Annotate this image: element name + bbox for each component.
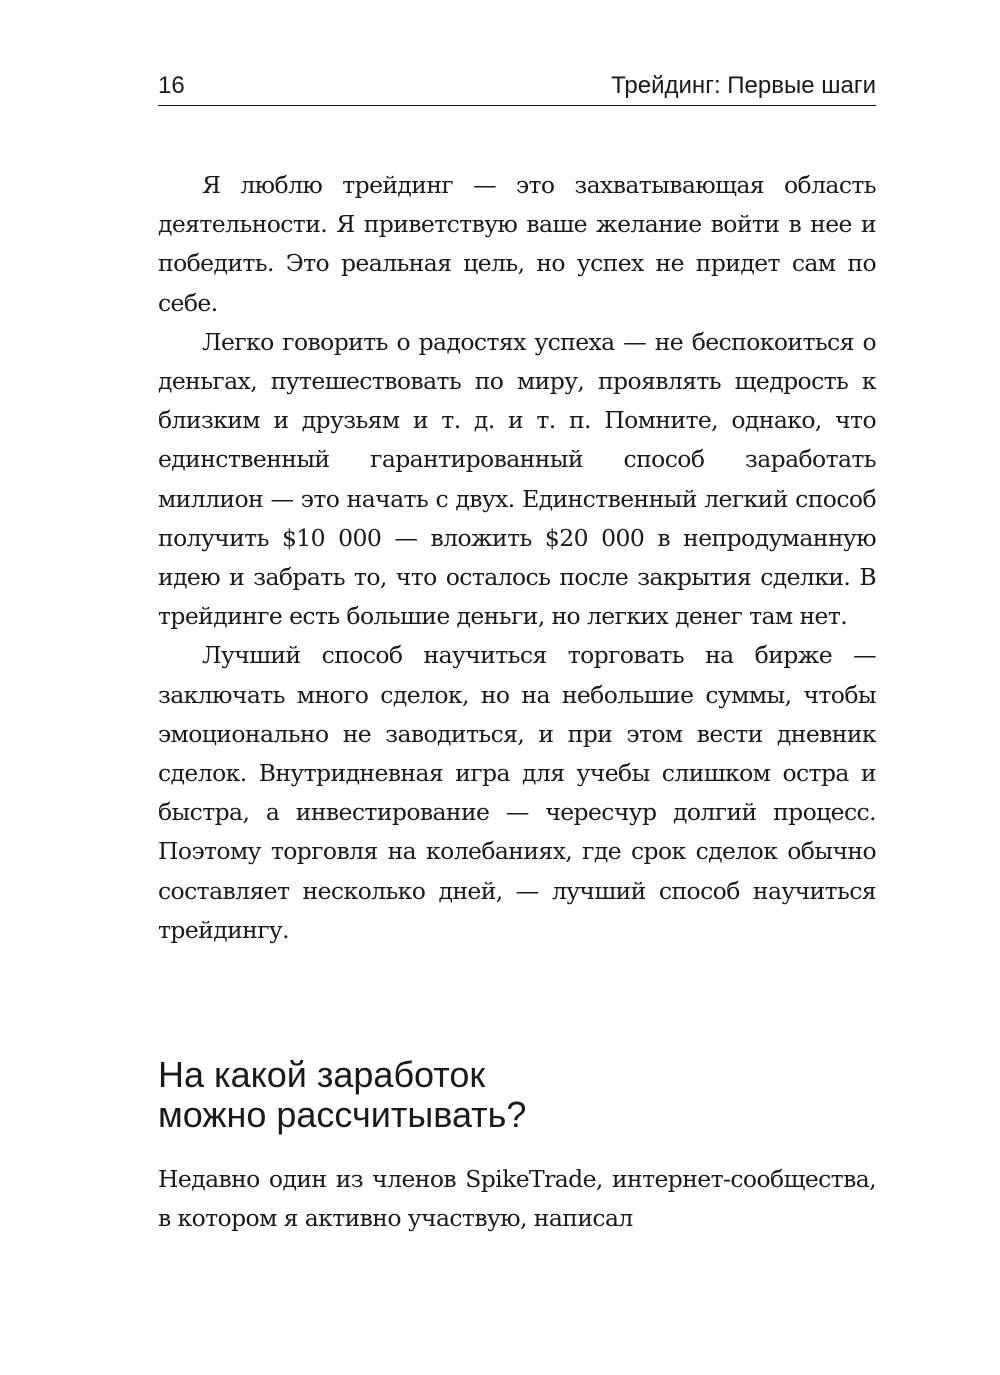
section-text [158, 1160, 876, 1238]
main-text [158, 166, 876, 950]
paragraph-1: Я люблю трейдинг — это захватывающая область деятельности. Я приветствую ваше желание войти в нее и победить. Это реальная цель, но успех не придет сам по себе. [158, 171, 876, 317]
section-heading [158, 1055, 876, 1135]
book-title: Трейдинг: Первые шаги [611, 72, 876, 99]
paragraph-3: Лучший способ научиться торговать на бирже — заключать много сделок, но на небольшие суммы, чтобы эмоционально не заводиться, и при этом вести дневник сделок. Внутридневная игра для учебы слишком остра и быстра, а инвестирование — чересчур долгий процесс. Поэтому торговля на колебаниях, где срок сделок обычно составляет несколько дней, — лучший способ научиться трейдингу. [158, 641, 876, 944]
section-heading-line-2: можно рассчитывать? [158, 1094, 527, 1135]
section-paragraph: Недавно один из членов SpikeTrade, интернет-сообщества, в котором я активно участвую, написал [158, 1165, 876, 1233]
header-rule [158, 105, 876, 106]
page-number: 16 [158, 72, 185, 99]
paragraph-2: Легко говорить о радостях успеха — не беспокоиться о деньгах, путешествовать по миру, проявлять щедрость к близким и друзьям и т. д. и т. п. Помните, однако, что единственный гарантированный способ заработать миллион — это начать с двух. Единственный легкий способ получить $10 000 — вложить $20 000 в непродуманную идею и забрать то, что осталось после закрытия сделки. В трейдинге есть большие деньги, но легких денег там нет. [158, 327, 876, 631]
section-heading-line-1: На какой заработок [158, 1054, 486, 1095]
running-head [158, 70, 876, 102]
book-page [158, 0, 876, 1375]
